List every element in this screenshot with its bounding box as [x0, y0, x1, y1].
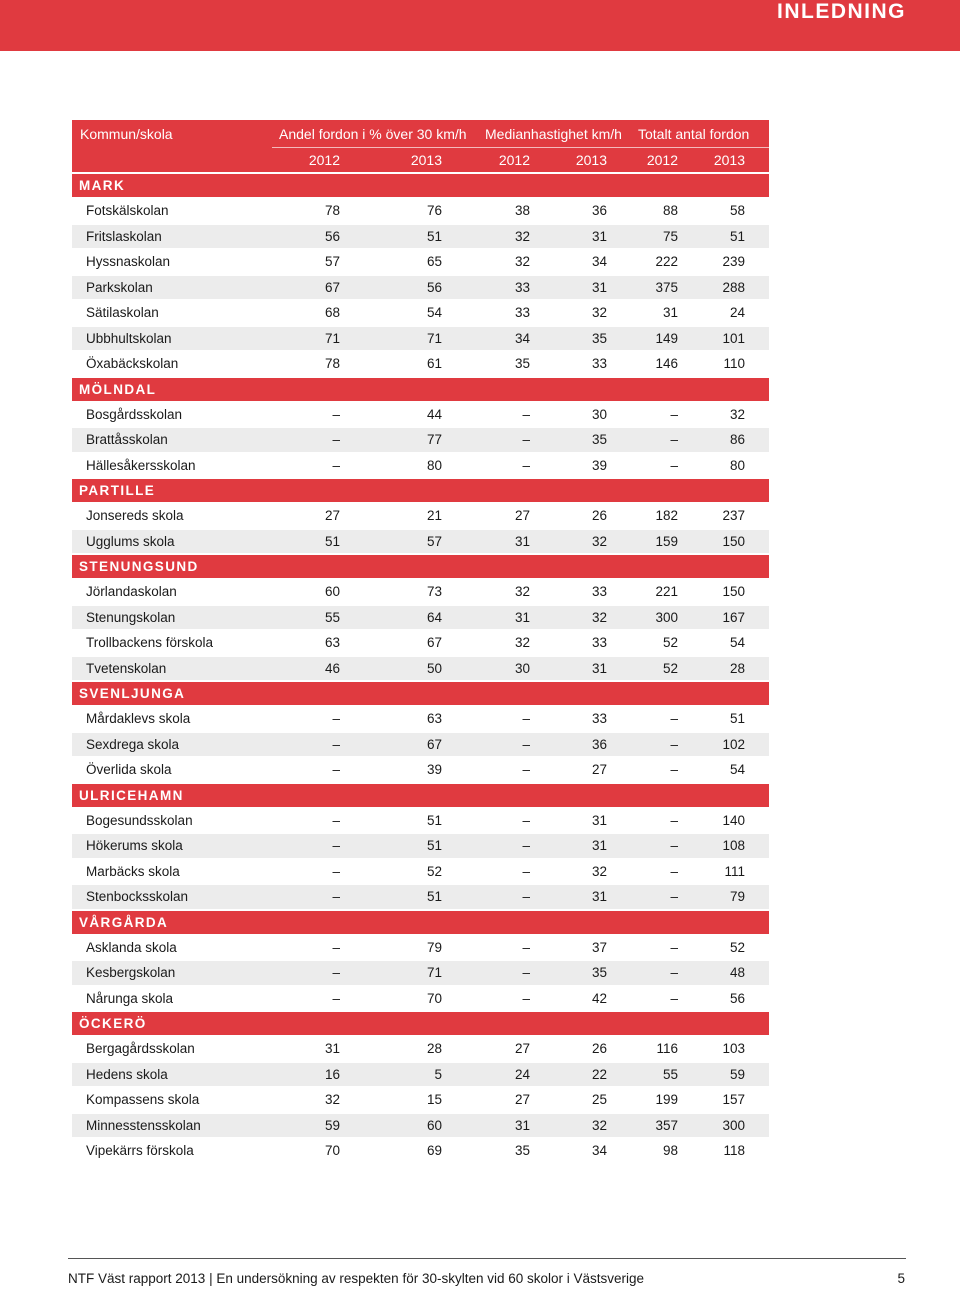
- table-row: [72, 248, 769, 274]
- table-cell: 51: [324, 533, 340, 549]
- table-cell: 116: [656, 1041, 678, 1057]
- table-cell: 146: [655, 356, 678, 372]
- table-cell: 27: [591, 762, 607, 778]
- section-header: SVENLJUNGA: [72, 680, 769, 705]
- table-cell: 34: [514, 330, 530, 346]
- speed-table: [72, 120, 769, 1163]
- table-cell: –: [332, 711, 340, 727]
- school-name: Marbäcks skola: [86, 863, 180, 879]
- school-name: Stenungskolan: [86, 609, 176, 625]
- table-row: [72, 1137, 769, 1163]
- school-name: Öxabäckskolan: [86, 356, 179, 372]
- table-cell: 108: [722, 838, 745, 854]
- table-cell: 31: [514, 533, 530, 549]
- table-cell: 32: [591, 533, 607, 549]
- table-cell: 31: [324, 1041, 340, 1057]
- section-header: MARK: [72, 172, 769, 197]
- table-cell: 149: [655, 330, 678, 346]
- school-name: Fotskälskolan: [86, 203, 169, 219]
- table-cell: –: [670, 457, 678, 473]
- table-cell: –: [670, 838, 678, 854]
- table-row: [72, 1086, 769, 1112]
- table-cell: 52: [729, 939, 745, 955]
- table-cell: 67: [426, 635, 442, 651]
- table-cell: 78: [324, 356, 340, 372]
- school-name: Mårdaklevs skola: [86, 711, 191, 727]
- footer-divider: [68, 1258, 906, 1259]
- table-row: [72, 223, 769, 249]
- table-cell: 32: [591, 1117, 607, 1133]
- table-cell: –: [522, 736, 530, 752]
- table-cell: 31: [591, 279, 607, 295]
- table-cell: 68: [324, 305, 340, 321]
- table-cell: 118: [723, 1143, 745, 1159]
- table-cell: 70: [426, 990, 442, 1006]
- table-cell: 39: [426, 762, 442, 778]
- school-name: Hyssnaskolan: [86, 254, 171, 270]
- table-cell: 98: [662, 1143, 678, 1159]
- table-cell: 54: [729, 762, 745, 778]
- table-cell: 63: [324, 635, 340, 651]
- table-cell: –: [332, 762, 340, 778]
- year-label: 2012: [498, 152, 530, 168]
- section-header: MÖLNDAL: [72, 376, 769, 401]
- school-name: Ubbhultskolan: [86, 330, 172, 346]
- table-cell: –: [522, 838, 530, 854]
- school-name: Jonsereds skola: [86, 508, 184, 524]
- table-cell: 27: [514, 1092, 530, 1108]
- table-cell: –: [332, 889, 340, 905]
- table-cell: 56: [729, 990, 745, 1006]
- table-cell: 300: [655, 609, 678, 625]
- table-cell: 32: [324, 1092, 340, 1108]
- table-cell: 54: [426, 305, 442, 321]
- table-cell: 63: [426, 711, 442, 727]
- table-cell: 80: [729, 457, 745, 473]
- table-cell: 67: [324, 279, 340, 295]
- table-cell: 159: [655, 533, 678, 549]
- table-cell: 35: [514, 1143, 530, 1159]
- table-cell: 5: [434, 1066, 442, 1082]
- table-cell: 32: [514, 254, 530, 270]
- table-cell: –: [332, 457, 340, 473]
- table-row: [72, 883, 769, 909]
- table-cell: 111: [724, 863, 745, 879]
- table-cell: –: [522, 939, 530, 955]
- table-cell: 33: [591, 635, 607, 651]
- table-cell: –: [670, 736, 678, 752]
- table-cell: 60: [426, 1117, 442, 1133]
- table-cell: 39: [591, 457, 607, 473]
- section-header: VÅRGÅRDA: [72, 909, 769, 934]
- table-row: [72, 1112, 769, 1138]
- table-cell: 24: [729, 305, 745, 321]
- table-cell: 51: [426, 228, 442, 244]
- table-cell: –: [670, 406, 678, 422]
- table-cell: –: [670, 990, 678, 1006]
- table-cell: 140: [722, 812, 745, 828]
- school-name: Kesbergskolan: [86, 965, 176, 981]
- table-cell: 33: [514, 279, 530, 295]
- table-cell: 32: [514, 635, 530, 651]
- table-row: [72, 426, 769, 452]
- table-cell: 77: [426, 432, 442, 448]
- section-header: ÖCKERÖ: [72, 1010, 769, 1035]
- table-row: [72, 401, 769, 427]
- table-cell: 32: [514, 228, 530, 244]
- table-row: [72, 934, 769, 960]
- table-cell: –: [332, 812, 340, 828]
- year-label: 2013: [410, 152, 442, 168]
- table-cell: –: [522, 990, 530, 1006]
- table-cell: 31: [591, 660, 607, 676]
- school-name: Sätilaskolan: [86, 305, 159, 321]
- section-header: PARTILLE: [72, 477, 769, 502]
- table-cell: 182: [655, 508, 678, 524]
- table-cell: –: [670, 762, 678, 778]
- year-label: 2013: [575, 152, 607, 168]
- school-name: Nårunga skola: [86, 990, 174, 1006]
- table-cell: 59: [324, 1117, 340, 1133]
- school-name: Ugglums skola: [86, 533, 175, 549]
- table-row: [72, 528, 769, 554]
- school-name: Trollbackens förskola: [86, 635, 214, 651]
- table-cell: 31: [514, 609, 530, 625]
- table-row: [72, 959, 769, 985]
- table-cell: 35: [591, 330, 607, 346]
- table-row: [72, 705, 769, 731]
- table-cell: 21: [426, 508, 442, 524]
- table-cell: 27: [324, 508, 340, 524]
- table-cell: –: [670, 432, 678, 448]
- school-name: Hällesåkersskolan: [86, 457, 196, 473]
- table-header: [72, 120, 769, 148]
- column-header-total: Totalt antal fordon: [638, 126, 750, 142]
- table-cell: 51: [426, 812, 442, 828]
- table-cell: 150: [722, 584, 745, 600]
- table-cell: 78: [324, 203, 340, 219]
- table-cell: 31: [591, 838, 607, 854]
- table-cell: 31: [591, 228, 607, 244]
- school-name: Bosgårdsskolan: [86, 406, 183, 422]
- table-cell: 31: [591, 812, 607, 828]
- table-cell: 35: [514, 356, 530, 372]
- table-cell: 56: [324, 228, 340, 244]
- table-cell: 150: [722, 533, 745, 549]
- school-name: Stenbocksskolan: [86, 889, 189, 905]
- table-cell: 48: [729, 965, 745, 981]
- table-cell: 70: [324, 1143, 340, 1159]
- table-row: [72, 274, 769, 300]
- column-header-share: Andel fordon i % över 30 km/h: [279, 126, 467, 142]
- table-cell: –: [670, 812, 678, 828]
- table-cell: 67: [426, 736, 442, 752]
- table-row: [72, 452, 769, 478]
- table-cell: 34: [591, 254, 607, 270]
- table-cell: 222: [655, 254, 678, 270]
- table-cell: 32: [729, 406, 745, 422]
- column-header-median: Medianhastighet km/h: [485, 126, 622, 142]
- table-cell: 33: [591, 711, 607, 727]
- table-row: [72, 578, 769, 604]
- table-cell: 36: [591, 736, 607, 752]
- section-title: INLEDNING: [777, 0, 906, 23]
- table-cell: –: [332, 863, 340, 879]
- table-cell: –: [670, 711, 678, 727]
- table-cell: 33: [591, 356, 607, 372]
- year-header: [72, 148, 769, 172]
- table-cell: 102: [722, 736, 745, 752]
- table-cell: 28: [729, 660, 745, 676]
- section-header: STENUNGSUND: [72, 553, 769, 578]
- table-cell: 237: [722, 508, 745, 524]
- table-cell: 26: [591, 1041, 607, 1057]
- table-cell: 64: [426, 609, 442, 625]
- table-cell: 61: [426, 356, 442, 372]
- table-cell: –: [332, 432, 340, 448]
- table-row: [72, 604, 769, 630]
- table-cell: –: [522, 406, 530, 422]
- column-header-school: Kommun/skola: [80, 126, 173, 142]
- table-cell: –: [332, 939, 340, 955]
- table-row: [72, 655, 769, 681]
- school-name: Fritslaskolan: [86, 228, 162, 244]
- school-name: Hökerums skola: [86, 838, 183, 854]
- table-cell: 42: [591, 990, 607, 1006]
- year-label: 2012: [308, 152, 340, 168]
- table-cell: 167: [722, 609, 745, 625]
- school-name: Hedens skola: [86, 1066, 168, 1082]
- table-cell: 86: [729, 432, 745, 448]
- table-cell: –: [522, 812, 530, 828]
- table-cell: 25: [591, 1092, 607, 1108]
- table-cell: 288: [722, 279, 745, 295]
- table-cell: 357: [655, 1117, 678, 1133]
- page-number: 5: [897, 1271, 905, 1286]
- table-cell: 51: [729, 228, 745, 244]
- table-row: [72, 985, 769, 1011]
- table-row: [72, 350, 769, 376]
- table-cell: 69: [426, 1143, 442, 1159]
- school-name: Vipekärrs förskola: [86, 1143, 194, 1159]
- table-cell: 33: [514, 305, 530, 321]
- table-cell: 57: [426, 533, 442, 549]
- table-cell: 73: [426, 584, 442, 600]
- table-cell: 37: [591, 939, 607, 955]
- table-cell: –: [522, 889, 530, 905]
- table-cell: 34: [591, 1143, 607, 1159]
- school-name: Bogesundsskolan: [86, 812, 193, 828]
- table-cell: 27: [514, 1041, 530, 1057]
- school-name: Kompassens skola: [86, 1092, 200, 1108]
- table-row: [72, 832, 769, 858]
- table-cell: 31: [514, 1117, 530, 1133]
- table-cell: 221: [655, 584, 678, 600]
- table-cell: 71: [426, 330, 442, 346]
- table-row: [72, 1061, 769, 1087]
- table-cell: 51: [729, 711, 745, 727]
- table-cell: 58: [729, 203, 745, 219]
- table-row: [72, 807, 769, 833]
- table-cell: –: [670, 889, 678, 905]
- table-cell: 46: [324, 660, 340, 676]
- table-cell: 76: [426, 203, 442, 219]
- table-cell: 57: [324, 254, 340, 270]
- table-cell: 32: [591, 305, 607, 321]
- table-cell: 33: [591, 584, 607, 600]
- school-name: Tvetenskolan: [86, 660, 167, 676]
- school-name: Brattåsskolan: [86, 432, 168, 448]
- table-cell: 15: [426, 1092, 442, 1108]
- table-cell: –: [332, 838, 340, 854]
- school-name: Asklanda skola: [86, 939, 177, 955]
- table-row: [72, 299, 769, 325]
- table-cell: 71: [426, 965, 442, 981]
- table-body: [72, 172, 769, 1163]
- school-name: Sexdrega skola: [86, 736, 180, 752]
- table-cell: –: [522, 457, 530, 473]
- table-cell: –: [332, 990, 340, 1006]
- table-cell: 24: [514, 1066, 530, 1082]
- school-name: Minnesstensskolan: [86, 1117, 201, 1133]
- table-cell: 55: [324, 609, 340, 625]
- table-cell: 75: [662, 228, 678, 244]
- table-row: [72, 731, 769, 757]
- table-cell: 110: [723, 356, 745, 372]
- school-name: Jörlandaskolan: [86, 584, 177, 600]
- school-name: Bergagårdsskolan: [86, 1041, 195, 1057]
- year-label: 2013: [713, 152, 745, 168]
- table-cell: 32: [514, 584, 530, 600]
- table-cell: 79: [426, 939, 442, 955]
- table-cell: 300: [722, 1117, 745, 1133]
- table-cell: 103: [722, 1041, 745, 1057]
- table-cell: 80: [426, 457, 442, 473]
- table-cell: 32: [591, 609, 607, 625]
- year-label: 2012: [646, 152, 678, 168]
- table-cell: 52: [662, 635, 678, 651]
- table-row: [72, 197, 769, 223]
- table-cell: 52: [662, 660, 678, 676]
- table-row: [72, 629, 769, 655]
- table-cell: 32: [591, 863, 607, 879]
- table-cell: 38: [514, 203, 530, 219]
- table-cell: –: [670, 965, 678, 981]
- table-cell: –: [332, 736, 340, 752]
- table-cell: 26: [591, 508, 607, 524]
- school-name: Parkskolan: [86, 279, 153, 295]
- table-cell: –: [332, 965, 340, 981]
- table-cell: 27: [514, 508, 530, 524]
- table-cell: 44: [426, 406, 442, 422]
- table-cell: 51: [426, 889, 442, 905]
- footer-text: NTF Väst rapport 2013 | En undersökning av respekten för 30-skylten vid 60 skolor i Västsverige: [68, 1271, 645, 1286]
- table-cell: 30: [514, 660, 530, 676]
- table-cell: 31: [591, 889, 607, 905]
- table-cell: 35: [591, 432, 607, 448]
- table-cell: 60: [324, 584, 340, 600]
- table-cell: 71: [324, 330, 340, 346]
- header-bar: [0, 0, 960, 51]
- table-cell: 51: [426, 838, 442, 854]
- table-row: [72, 1035, 769, 1061]
- table-cell: 22: [591, 1066, 607, 1082]
- table-row: [72, 858, 769, 884]
- table-row: [72, 756, 769, 782]
- table-cell: –: [670, 939, 678, 955]
- table-cell: –: [522, 762, 530, 778]
- table-cell: 59: [729, 1066, 745, 1082]
- table-cell: –: [332, 406, 340, 422]
- table-cell: 31: [662, 305, 678, 321]
- table-cell: 56: [426, 279, 442, 295]
- table-cell: 65: [426, 254, 442, 270]
- table-cell: –: [522, 432, 530, 448]
- table-cell: 28: [426, 1041, 442, 1057]
- table-cell: 88: [662, 203, 678, 219]
- table-cell: –: [522, 863, 530, 879]
- section-header: ULRICEHAMN: [72, 782, 769, 807]
- table-cell: 54: [729, 635, 745, 651]
- table-cell: 101: [722, 330, 745, 346]
- table-cell: –: [522, 965, 530, 981]
- table-cell: 16: [324, 1066, 340, 1082]
- table-cell: –: [670, 863, 678, 879]
- table-cell: 50: [426, 660, 442, 676]
- table-cell: 36: [591, 203, 607, 219]
- school-name: Överlida skola: [86, 762, 172, 778]
- table-cell: 79: [729, 889, 745, 905]
- table-cell: 55: [662, 1066, 678, 1082]
- table-cell: –: [522, 711, 530, 727]
- table-cell: 30: [591, 406, 607, 422]
- table-cell: 375: [655, 279, 678, 295]
- table-cell: 199: [655, 1092, 678, 1108]
- table-row: [72, 325, 769, 351]
- table-cell: 239: [722, 254, 745, 270]
- table-row: [72, 502, 769, 528]
- table-cell: 35: [591, 965, 607, 981]
- table-cell: 157: [722, 1092, 745, 1108]
- table-cell: 52: [426, 863, 442, 879]
